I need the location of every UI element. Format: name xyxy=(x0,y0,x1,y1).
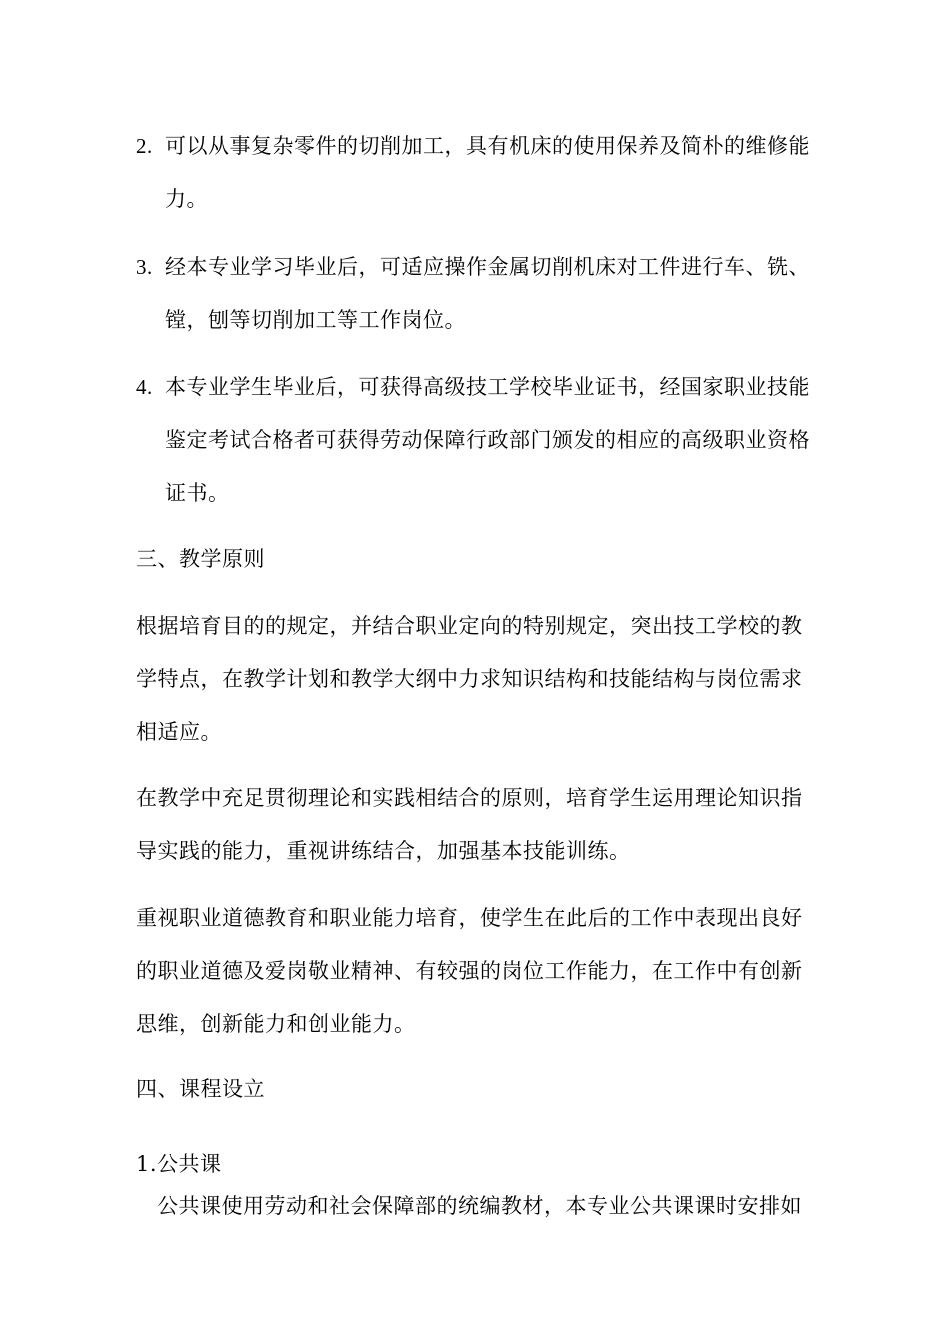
list-item-2 xyxy=(136,120,816,226)
list-item-3 xyxy=(136,241,816,347)
paragraph: 根据培育目的的规定，并结合职业定向的特别规定，突出技工学校的教学特点，在教学计划和教学大纲中力求知识结构和技能结构与岗位需求相适应。 xyxy=(136,614,803,744)
list-number: 2. xyxy=(136,134,153,158)
subheading-public-course: 1.公共课 xyxy=(136,1152,222,1176)
list-number: 4. xyxy=(136,375,153,399)
list-text: 可以从事复杂零件的切削加工，具有机床的使用保养及简朴的维修能力。 xyxy=(165,134,810,211)
list-text: 经本专业学习毕业后，可适应操作金属切削机床对工件进行车、铣、镗，刨等切削加工等工作岗位。 xyxy=(165,255,810,332)
paragraph: 在教学中充足贯彻理论和实践相结合的原则，培育学生运用理论知识指导实践的能力，重视讲练结合，加强基本技能训练。 xyxy=(136,786,803,863)
section-heading-teaching-principles: 三、教学原则 xyxy=(136,547,265,571)
list-item-4 xyxy=(136,361,816,520)
list-text: 本专业学生毕业后，可获得高级技工学校毕业证书，经国家职业技能鉴定考试合格者可获得劳动保障行政部门颁发的相应的高级职业资格证书。 xyxy=(165,375,810,505)
section-heading-course-setup: 四、课程设立 xyxy=(136,1077,265,1101)
list-number: 3. xyxy=(136,255,153,279)
paragraph: 重视职业道德教育和职业能力培育，使学生在此后的工作中表现出良好的职业道德及爱岗敬业精神、有较强的岗位工作能力，在工作中有创新思维，创新能力和创业能力。 xyxy=(136,906,803,1036)
paragraph: 公共课使用劳动和社会保障部的统编教材，本专业公共课课时安排如 xyxy=(157,1194,802,1218)
